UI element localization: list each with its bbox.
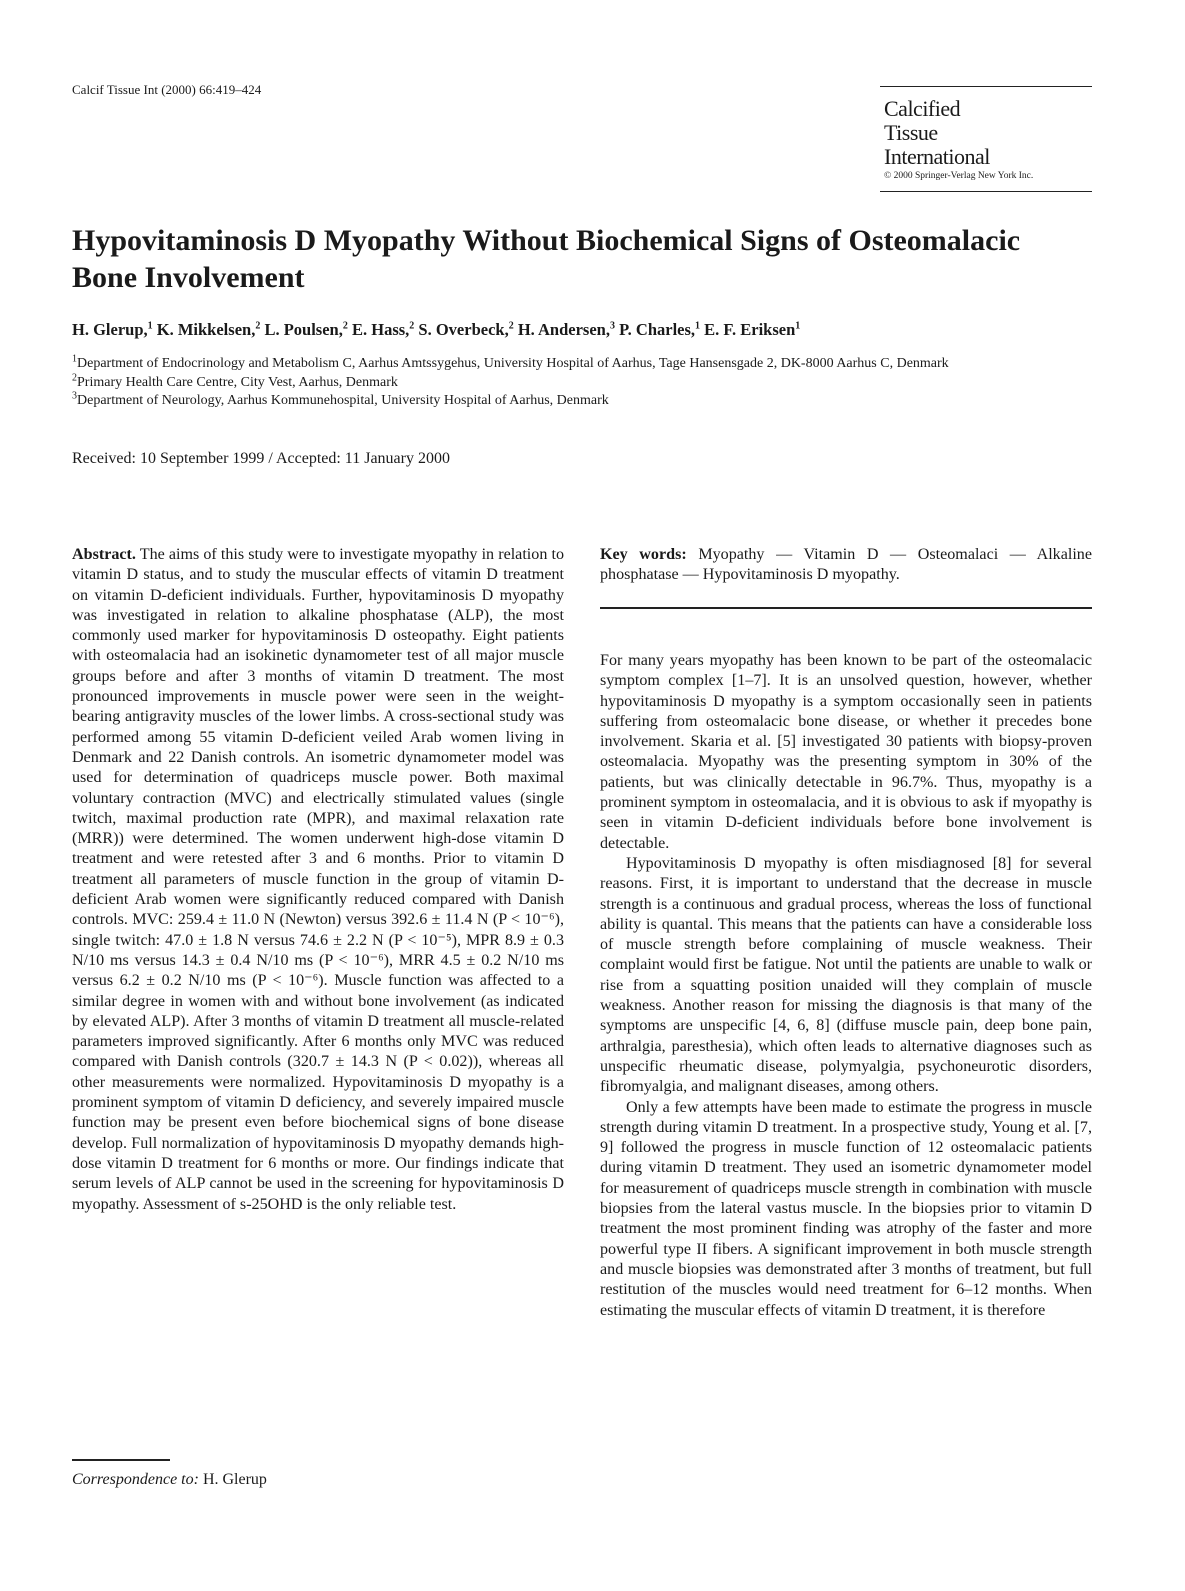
correspondence-label: Correspondence to: [72,1471,199,1488]
abstract-text: The aims of this study were to investigate myopathy in relation to vitamin D status, and to study the muscular effects of vitamin D treatment on vitamin D-deficient individuals. Further, hypovitaminosis D myopathy was investigated in relation to alkaline phosphatase (ALP), the most commonly used marker for hypovitaminosis D osteopathy. Eight patients with osteomalacia had an isokinetic dynamometer test of all major muscle groups before and after 3 months of vitamin D treatment. The most pronounced improvements in muscle power were seen in the weight-bearing antigravity muscles of the lower limbs. A cross-sectional study was performed among 55 vitamin D-deficient veiled Arab women living in Denmark and 22 Danish controls. An isometric dynamometer model was used for determination of quadriceps muscle power. Both maximal voluntary contraction (MVC) and electrically stimulated values (single twitch, maximal production rate (MPR), and maximal relaxation rate (MRR)) were determined. The women underwent high-dose vitamin D treatment and were retested after 3 and 6 months. Prior to vitamin D treatment all parameters of muscle function in the group of vitamin D-deficient Arab women were significantly reduced compared with Danish controls. MVC: 259.4 ± 11.0 N (Newton) versus 392.6 ± 11.4 N (P < 10⁻⁶), single twitch: 47.0 ± 1.8 N versus 74.6 ± 2.2 N (P < 10⁻⁵), MPR 8.9 ± 0.3 N/10 ms versus 14.3 ± 0.4 N/10 ms (P < 10⁻⁶), MRR 4.5 ± 0.2 N/10 ms versus 6.2 ± 0.2 N/10 ms (P < 10⁻⁶). Muscle function was affected to a similar degree in women with and without bone involvement (as indicated by elevated ALP). After 3 months of vitamin D treatment all muscle-related parameters improved significantly. After 6 months only MVC was reduced compared with Danish controls (320.7 ± 14.3 N (P < 0.02)), whereas all other measurements were normalized. Hypovitaminosis D myopathy is a prominent symptom of vitamin D deficiency, and severely impaired muscle function may be present even before biochemical signs of bone disease develop. Full normalization of hypovitaminosis D myopathy demands high-dose vitamin D treatment for 6 months or more. Our findings indicate that serum levels of ALP cannot be used in the screening for hypovitaminosis D myopathy. Assessment of s-25OHD is the only reliable test. [72,546,564,1213]
abstract [72,545,564,1215]
body-paragraph: For many years myopathy has been known to be part of the osteomalacic symptom complex [1–7]. It is an unsolved question, however, whether hypovitaminosis D myopathy is a symptom occasionally seen in patients suffering from osteomalacic bone disease, or whether it precedes bone involvement. Skaria et al. [5] investigated 30 patients with biopsy-proven osteomalacia. Myopathy was the presenting symptom in 30% of the patients, but was clinically detectable in 96.7%. Thus, myopathy is a prominent symptom in osteomalacia, and it is obvious to ask if myopathy is seen in vitamin D-deficient individuals before bone involvement is detectable. [600,652,1092,852]
logo-line-international: International [884,144,990,169]
affiliation: $^2$Primary Health Care Centre, City Vest, Aarhus, Denmark [72,371,398,390]
affiliations [72,355,972,411]
article-title: Hypovitaminosis D Myopathy Without Biochemical Signs of Osteomalacic Bone Involvement [72,224,1021,294]
article-body [600,651,1092,1321]
copyright-notice: © 2000 Springer-Verlag New York Inc. [884,171,1034,181]
author: P. Charles,$^1$ [619,320,701,339]
received-dates: Received: 10 September 1999 / Accepted: 11 January 2000 [72,450,450,467]
author: L. Poulsen,$^2$ [264,320,348,339]
author: E. F. Eriksen$^1$ [704,320,801,339]
logo-line-tissue: Tissue [884,120,938,145]
body-paragraph: Hypovitaminosis D myopathy is often misdiagnosed [8] for several reasons. First, it is important to understand that the decrease in muscle strength is a continuous and gradual process, whereas the loss of functional ability is quantal. This means that the patients can have a considerable loss of muscle strength before complaining of muscle weakness. Their complaint would first be fatigue. Not until the patients are unable to walk or rise from a squatting position unaided will they complain of muscle weakness. Another reason for missing the diagnosis is that many of the symptoms are unspecific [4, 6, 8] (diffuse muscle pain, deep bone pain, arthralgia, paresthesia), which often leads to alternative diagnoses such as unspecific rheumatic disease, polymyalgia, psychoneurotic disorders, fibromyalgia, and malignant diseases, among others. [600,854,1092,1096]
abstract-heading: Abstract. [72,546,136,563]
keywords [600,545,1092,586]
journal-reference: Calcif Tissue Int (2000) 66:419–424 [72,82,262,97]
author: K. Mikkelsen,$^2$ [156,320,261,339]
keywords-divider [600,607,1092,609]
correspondence [72,1471,267,1489]
logo-line-calcified: Calcified [884,96,961,121]
author: H. Andersen,$^3$ [517,320,615,339]
footnote-divider [72,1459,170,1461]
correspondence-name: H. Glerup [202,1471,267,1488]
body-paragraph: Only a few attempts have been made to estimate the progress in muscle strength during vitamin D treatment. In a prospective study, Young et al. [7, 9] followed the progress in muscle function of 12 osteomalacic patients during vitamin D treatment. They used an isometric dynamometer model for measurement of quadriceps muscle strength in combination with muscle biopsies from the lateral vastus muscle. In the biopsies prior to vitamin D treatment the most prominent finding was atrophy of the faster and more powerful type II fibers. A significant improvement in both muscle strength and muscle biopsies was demonstrated after 3 months of treatment, but full restitution of the muscles would need treatment for 6–12 months. When estimating the muscular effects of vitamin D treatment, it is therefore [600,1098,1092,1319]
author: S. Overbeck,$^2$ [418,320,514,339]
keywords-heading: Key words: [600,546,687,563]
affiliation: $^1$Department of Endocrinology and Metabolism C, Aarhus Amtssygehus, University Hospital of Aarhus, Tage Hansensgade 2, DK-8000 Aarhus C, Denmark [72,353,949,371]
author: H. Glerup,$^1$ [72,320,153,339]
keywords-text: Myopathy — Vitamin D — Osteomalaci — Alkaline phosphatase — Hypovitaminosis D myopathy. [600,546,1093,584]
author-list [72,320,1112,340]
author: E. Hass,$^2$ [351,320,415,339]
journal-logo [880,86,1092,192]
affiliation: $^3$Department of Neurology, Aarhus Kommunehospital, University Hospital of Aarhus, Denmark [72,390,609,408]
